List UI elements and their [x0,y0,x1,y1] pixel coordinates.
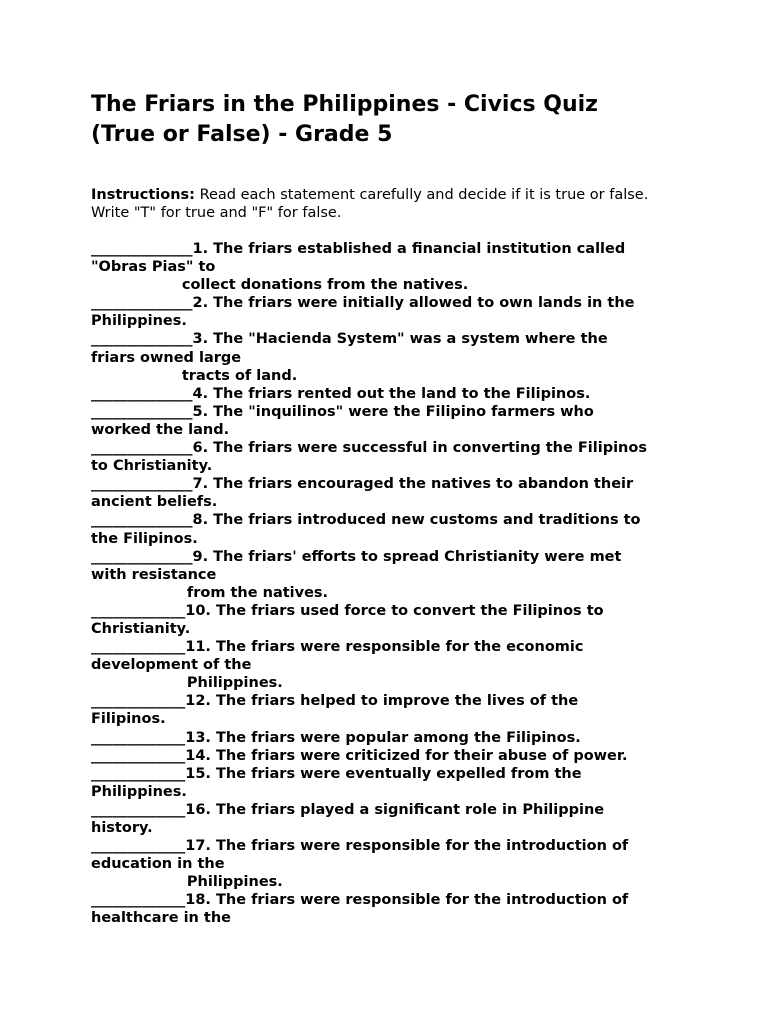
question-text-line: Philippines. [91,874,283,891]
question-text-line: Filipinos. [91,711,166,728]
question-text-line: _____________10. The friars used force to convert the Filipinos to [91,602,604,619]
question-item [91,692,691,728]
question-text-line: ancient beliefs. [91,494,218,511]
question-item [91,801,691,837]
question-item [91,403,691,439]
instructions-text-1: Read each statement carefully and decide if it is true or false. [194,187,649,203]
question-text-line: ______________5. The "inquilinos" were the Filipino farmers who [91,403,594,420]
title-line-2: (True or False) - Grade 5 [91,122,393,147]
question-item [91,385,691,403]
title-line-1: The Friars in the Philippines - Civics Quiz [91,92,598,117]
question-text-line: "Obras Pias" to [91,259,216,276]
question-text-line: ______________4. The friars rented out the land to the Filipinos. [91,385,591,402]
question-item [91,475,691,511]
question-item [91,765,691,801]
question-text-line: the Filipinos. [91,530,198,547]
question-item [91,891,691,927]
question-text-line: with resistance [91,566,217,583]
question-text-line: ______________3. The "Hacienda System" was a system where the [91,331,608,348]
question-text-line: collect donations from the natives. [91,277,469,294]
question-item [91,511,691,547]
question-text-line: to Christianity. [91,458,213,475]
question-text-line: healthcare in the [91,910,232,927]
page-title [91,90,691,150]
question-text-line: worked the land. [91,421,230,438]
question-text-line: _____________15. The friars were eventually expelled from the [91,765,582,782]
question-text-line: ______________7. The friars encouraged the natives to abandon their [91,476,634,493]
question-text-line: _____________13. The friars were popular among the Filipinos. [91,729,581,746]
question-text-line: ______________2. The friars were initially allowed to own lands in the [91,295,635,312]
question-text-line: ______________1. The friars established a financial institution called [91,241,626,257]
question-text-line: Philippines. [91,783,187,800]
question-text-line: _____________18. The friars were responsible for the introduction of [91,892,629,909]
question-text-line: tracts of land. [91,367,298,384]
question-item [91,439,691,475]
question-item [91,602,691,638]
question-text-line: history. [91,820,153,836]
document-page [91,90,691,928]
instructions [91,186,691,222]
question-text-line: ______________9. The friars' efforts to spread Christianity were met [91,548,622,565]
question-text-line: _____________16. The friars played a significant role in Philippine [91,801,605,818]
question-text-line: _____________14. The friars were criticized for their abuse of power. [91,747,628,764]
question-item [91,294,691,330]
question-item [91,729,691,747]
question-text-line: from the natives. [91,584,329,601]
question-item [91,747,691,765]
question-item [91,548,691,602]
question-text-line: _____________12. The friars helped to improve the lives of the [91,693,579,710]
question-text-line: _____________11. The friars were responsible for the economic [91,639,584,656]
question-text-line: Christianity. [91,620,191,637]
instructions-text-2: Write "T" for true and "F" for false. [91,205,342,221]
question-item [91,330,691,384]
question-text-line: education in the [91,856,225,873]
question-item [91,240,691,294]
question-text-line: _____________17. The friars were responsible for the introduction of [91,838,629,855]
question-text-line: ______________8. The friars introduced new customs and traditions to [91,512,641,529]
instructions-label: Instructions: [91,187,195,203]
question-item [91,837,691,891]
question-text-line: friars owned large [91,349,242,366]
question-text-line: ______________6. The friars were successful in converting the Filipinos [91,440,647,457]
question-text-line: Philippines. [91,675,283,692]
question-item [91,638,691,692]
question-text-line: Philippines. [91,313,187,330]
question-list [91,240,691,928]
question-text-line: development of the [91,657,252,674]
